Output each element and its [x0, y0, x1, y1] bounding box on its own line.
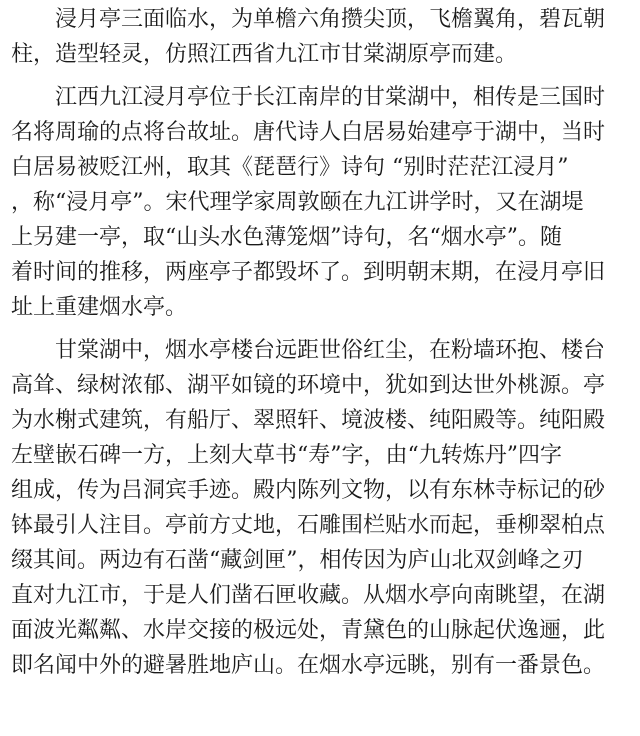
text-line: 高耸、绿树浓郁、湖平如镜的环境中，犹如到达世外桃源。亭 [11, 373, 606, 398]
text-line: ，称“浸月亭”。宋代理学家周敦颐在九江讲学时，又在湖堤 [11, 190, 584, 215]
text-line: 着时间的推移，两座亭子都毁坏了。到明朝末期，在浸月亭旧 [11, 260, 606, 285]
text-line: 白居易被贬江州，取其《琵琶行》诗句 “别时茫茫江浸月” [11, 155, 569, 180]
text-line: 浸月亭三面临水，为单檐六角攒尖顶，飞檐翼角，碧瓦朝 [11, 7, 606, 32]
text-line: 柱，造型轻灵，仿照江西省九江市甘棠湖原亭而建。 [11, 42, 518, 67]
text-line: 缀其间。两边有石凿“藏剑匣”，相传因为庐山北双剑峰之刃 [11, 548, 584, 573]
text-line: 名将周瑜的点将台故址。唐代诗人白居易始建亭于湖中，当时 [11, 120, 606, 145]
text-line: 址上重建烟水亭。 [11, 295, 188, 320]
text-line: 面波光粼粼、水岸交接的极远处，青黛色的山脉起伏逸逦，此 [11, 618, 606, 643]
text-line: 组成，传为吕洞宾手迹。殿内陈列文物，以有东林寺标记的砂 [11, 478, 606, 503]
paragraph-2 [11, 80, 633, 325]
text-line: 甘棠湖中，烟水亭楼台远距世俗红尘，在粉墙环抱、楼台 [11, 338, 606, 363]
text-line: 即名闻中外的避暑胜地庐山。在烟水亭远眺，别有一番景色。 [11, 653, 606, 678]
document-body [11, 2, 633, 683]
text-line: 左壁嵌石碑一方，上刻大草书“寿”字，由“九转炼丹”四字 [11, 443, 562, 468]
paragraph-3 [11, 333, 633, 683]
text-line: 直对九江市，于是人们凿石匣收藏。从烟水亭向南眺望，在湖 [11, 583, 606, 608]
paragraph-1 [11, 2, 633, 72]
text-line: 为水榭式建筑，有船厅、翠照轩、境波楼、纯阳殿等。纯阳殿 [11, 408, 606, 433]
text-line: 钵最引人注目。亭前方丈地，石雕围栏贴水而起，垂柳翠柏点 [11, 513, 606, 538]
text-line: 上另建一亭，取“山头水色薄笼烟”诗句，名“烟水亭”。随 [11, 225, 562, 250]
text-line: 江西九江浸月亭位于长江南岸的甘棠湖中，相传是三国时 [11, 85, 606, 110]
